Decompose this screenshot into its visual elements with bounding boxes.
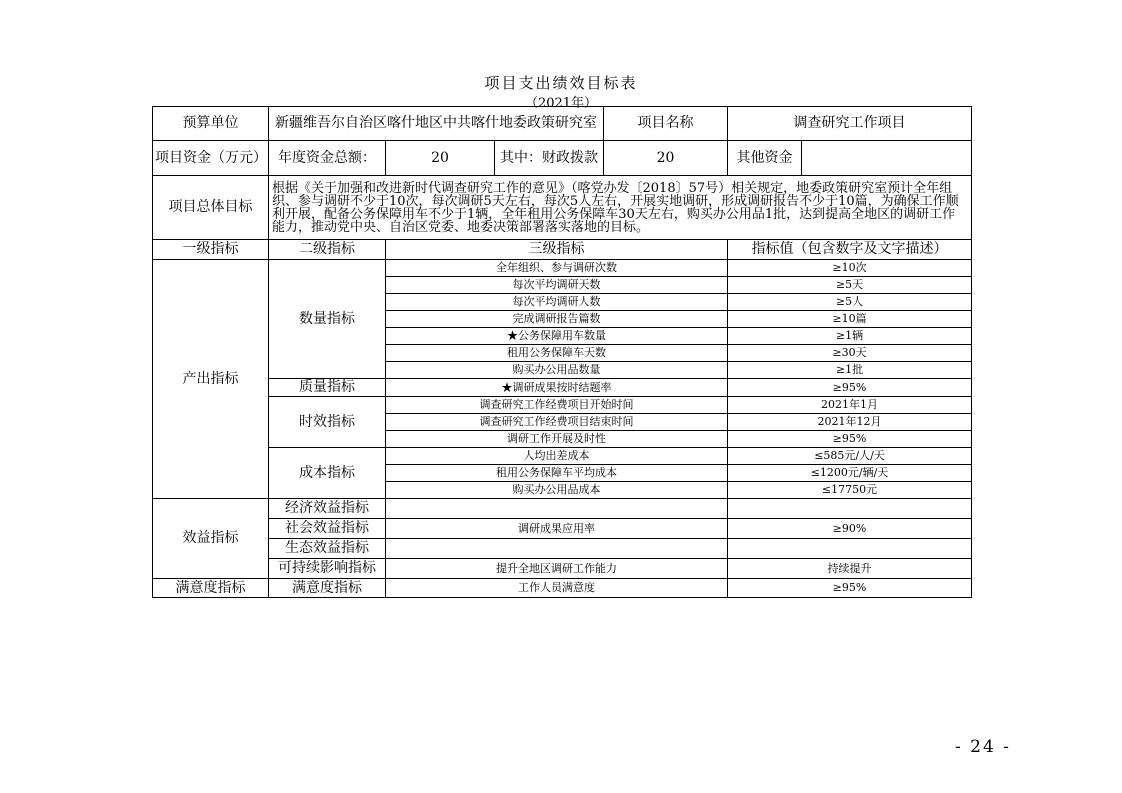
level1-header: 一级指标 (153, 240, 269, 260)
fiscal-funds-label: 其中：财政拨款 (495, 141, 604, 176)
indicator-value: ≤1200元/辆/天 (728, 465, 972, 482)
document-title: 项目支出绩效目标表 (484, 74, 638, 92)
table-row (153, 499, 972, 519)
funds-label: 项目资金（万元） (153, 141, 269, 176)
indicator-value: ≥95% (728, 379, 972, 397)
indicator-name (386, 499, 728, 519)
indicator-name: 调研工作开展及时性 (386, 431, 728, 448)
indicator-name: 人均出差成本 (386, 448, 728, 465)
annual-total-value: 20 (386, 141, 495, 176)
output-indicator-label: 产出指标 (153, 260, 269, 499)
indicator-value: ≥5天 (728, 277, 972, 294)
indicator-value: ≥95% (728, 579, 972, 598)
level2-header: 二级指标 (269, 240, 386, 260)
indicator-value: ≥90% (728, 519, 972, 539)
page-number: - 24 - (955, 737, 1011, 757)
indicator-value: 持续提升 (728, 559, 972, 579)
benefit-indicator-label: 效益指标 (153, 499, 269, 579)
table-row (153, 539, 972, 559)
goal-text: 根据《关于加强和改进新时代调查研究工作的意见》（喀党办发〔2018〕57号）相关规定，地委政策研究室预计全年组织、参与调研不少于10次，每次调研5天左右，每次5人左右，开展实地调研，形成调研报告不少于10篇，为确保工作顺利开展，配备公务保障用车不少于1辆，全年租用公务保障车30天左右，购买办公用品1批，达到提高全地区的调研工作能力，推动党中央、自治区党委、地委决策部署落实落地的目标。 (269, 176, 972, 240)
table-row (153, 260, 972, 277)
indicator-name: ★调研成果按时结题率 (386, 379, 728, 397)
indicator-name: 购买办公用品成本 (386, 482, 728, 499)
indicator-value: 2021年1月 (728, 397, 972, 414)
indicator-value: ≥30天 (728, 345, 972, 362)
indicator-name: 全年组织、参与调研次数 (386, 260, 728, 277)
indicator-name: 调查研究工作经费项目开始时间 (386, 397, 728, 414)
indicator-name: 调研成果应用率 (386, 519, 728, 539)
quality-indicator-label: 质量指标 (269, 379, 386, 397)
other-funds-value (802, 141, 972, 176)
indicator-name: 完成调研报告篇数 (386, 311, 728, 328)
indicator-value: ≥95% (728, 431, 972, 448)
indicator-name: 每次平均调研天数 (386, 277, 728, 294)
fiscal-funds-value: 20 (604, 141, 728, 176)
table-row (153, 579, 972, 598)
level3-header: 三级指标 (386, 240, 728, 260)
indicator-name: ★公务保障用车数量 (386, 328, 728, 345)
indicator-name: 工作人员满意度 (386, 579, 728, 598)
indicator-value: ≥10篇 (728, 311, 972, 328)
indicator-value: ≤585元/人/天 (728, 448, 972, 465)
economic-benefit-label: 经济效益指标 (269, 499, 386, 519)
indicator-name: 租用公务保障车平均成本 (386, 465, 728, 482)
indicator-name: 提升全地区调研工作能力 (386, 559, 728, 579)
goal-label: 项目总体目标 (153, 176, 269, 240)
social-benefit-label: 社会效益指标 (269, 519, 386, 539)
value-header: 指标值（包含数字及文字描述） (728, 240, 972, 260)
satisfaction-indicator-label: 满意度指标 (153, 579, 269, 598)
ecological-benefit-label: 生态效益指标 (269, 539, 386, 559)
indicator-name: 购买办公用品数量 (386, 362, 728, 379)
funds-row (153, 141, 972, 176)
other-funds-label: 其他资金 (728, 141, 802, 176)
annual-total-label: 年度资金总额： (269, 141, 386, 176)
goal-row (153, 176, 972, 240)
indicator-value (728, 499, 972, 519)
indicator-name (386, 539, 728, 559)
indicator-value: 2021年12月 (728, 414, 972, 431)
cost-indicator-label: 成本指标 (269, 448, 386, 499)
document-year: （2021年） (524, 96, 598, 111)
quantity-indicator-label: 数量指标 (269, 260, 386, 379)
indicator-value: ≥5人 (728, 294, 972, 311)
sustainable-impact-label: 可持续影响指标 (269, 559, 386, 579)
performance-target-table (152, 106, 972, 598)
indicator-name: 每次平均调研人数 (386, 294, 728, 311)
project-name-value: 调查研究工作项目 (728, 107, 972, 141)
indicator-name: 调查研究工作经费项目结束时间 (386, 414, 728, 431)
budget-unit-row (153, 107, 972, 141)
indicator-value: ≥1辆 (728, 328, 972, 345)
budget-unit-label: 预算单位 (153, 107, 269, 141)
indicator-name: 租用公务保障车天数 (386, 345, 728, 362)
timeliness-indicator-label: 时效指标 (269, 397, 386, 448)
table-row (153, 519, 972, 539)
table-row (153, 559, 972, 579)
column-header-row (153, 240, 972, 260)
indicator-value: ≥1批 (728, 362, 972, 379)
indicator-value: ≥10次 (728, 260, 972, 277)
project-name-label: 项目名称 (604, 107, 728, 141)
budget-unit-value: 新疆维吾尔自治区喀什地区中共喀什地委政策研究室 (269, 107, 604, 141)
table-row (153, 448, 972, 465)
table-row (153, 397, 972, 414)
indicator-value: ≤17750元 (728, 482, 972, 499)
table-row (153, 379, 972, 397)
satisfaction-level2-label: 满意度指标 (269, 579, 386, 598)
indicator-value (728, 539, 972, 559)
